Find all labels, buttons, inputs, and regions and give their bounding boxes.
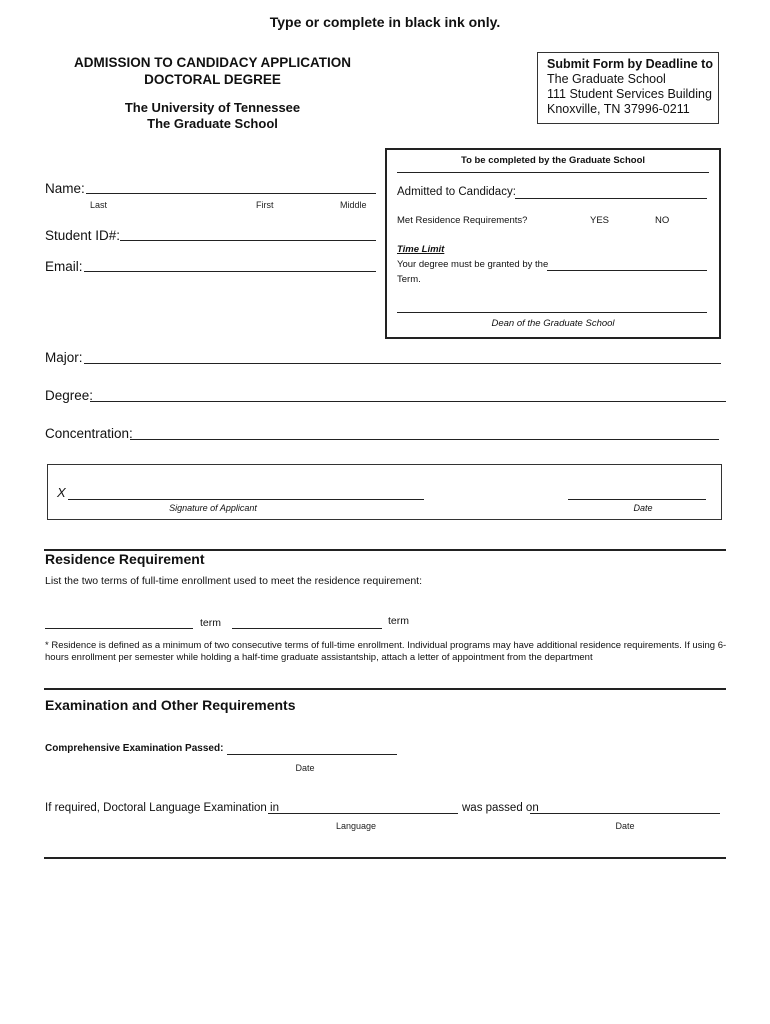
residence-note-line-2: hours enrollment per semester while holding a half-time graduate assistantship, attach a letter of appointment from the department [45,652,593,663]
yes-option[interactable]: YES [590,215,610,226]
language-exam-label: If required, Doctoral Language Examination in [45,802,279,814]
term-2-field[interactable] [232,628,382,629]
dean-signature-field[interactable] [397,312,707,313]
passed-on-label: was passed on [462,802,539,814]
university-name: The University of Tennessee [124,100,301,115]
degree-deadline-label: Your degree must be granted by the [397,259,549,270]
applicant-signature-field[interactable] [68,499,424,500]
bottom-divider [44,857,726,859]
admitted-label: Admitted to Candidacy: [397,186,516,198]
email-field[interactable] [84,271,376,272]
signature-date-field[interactable] [568,499,706,500]
degree-label: Degree: [45,388,94,403]
residence-note-line-1: * Residence is defined as a minimum of two consecutive terms of full-time enrollment. Individual programs may have additional residence requirements. If using 6- [45,640,727,651]
no-option[interactable]: NO [655,215,670,226]
office-box-heading: To be completed by the Graduate School [460,155,646,166]
comp-exam-date-field[interactable] [227,754,397,755]
concentration-label: Concentration: [45,426,133,441]
ink-instruction: Type or complete in black ink only. [269,14,501,30]
first-caption: First [256,200,274,210]
submit-line-1: The Graduate School [547,72,666,86]
form-title: ADMISSION TO CANDIDACY APPLICATION [73,55,351,70]
student-id-label: Student ID#: [45,228,121,243]
submit-heading: Submit Form by Deadline to [547,57,713,71]
admitted-field[interactable] [515,198,707,199]
office-use-box [385,148,721,339]
comp-exam-label: Comprehensive Examination Passed: [45,743,224,754]
residence-heading: Residence Requirement [45,551,205,567]
signature-date-caption: Date [633,503,653,513]
major-label: Major: [45,350,83,365]
term-1-field[interactable] [45,628,193,629]
time-limit-label: Time Limit [397,244,445,255]
major-field[interactable] [84,363,721,364]
degree-field[interactable] [90,401,726,402]
dean-caption: Dean of the Graduate School [491,318,615,329]
name-label: Name: [45,181,85,196]
comp-exam-date-caption: Date [295,763,315,773]
residence-instruction: List the two terms of full-time enrollment used to meet the residence requirement: [45,575,423,587]
middle-caption: Middle [340,200,367,210]
student-id-field[interactable] [120,240,376,241]
language-date-caption: Date [615,821,635,831]
signature-x-mark: X [57,485,66,500]
signature-box [47,464,722,520]
concentration-field[interactable] [130,439,719,440]
term-2-label: term [388,615,409,627]
submit-box [537,52,719,124]
language-exam-date-field[interactable] [530,813,720,814]
language-field[interactable] [268,813,458,814]
exam-divider [44,688,726,690]
submit-line-2: 111 Student Services Building [547,87,712,101]
school-name: The Graduate School [147,116,278,131]
submit-line-3: Knoxville, TN 37996-0211 [547,102,690,116]
term-label: Term. [397,274,421,285]
name-field[interactable] [86,193,376,194]
residence-question: Met Residence Requirements? [397,215,528,226]
last-caption: Last [90,200,108,210]
email-label: Email: [45,259,83,274]
exam-heading: Examination and Other Requirements [45,697,296,713]
language-caption: Language [335,821,377,831]
term-1-label: term [200,617,221,629]
degree-deadline-field[interactable] [547,270,707,271]
form-subtitle: DOCTORAL DEGREE [144,72,281,87]
signature-caption: Signature of Applicant [169,503,257,513]
